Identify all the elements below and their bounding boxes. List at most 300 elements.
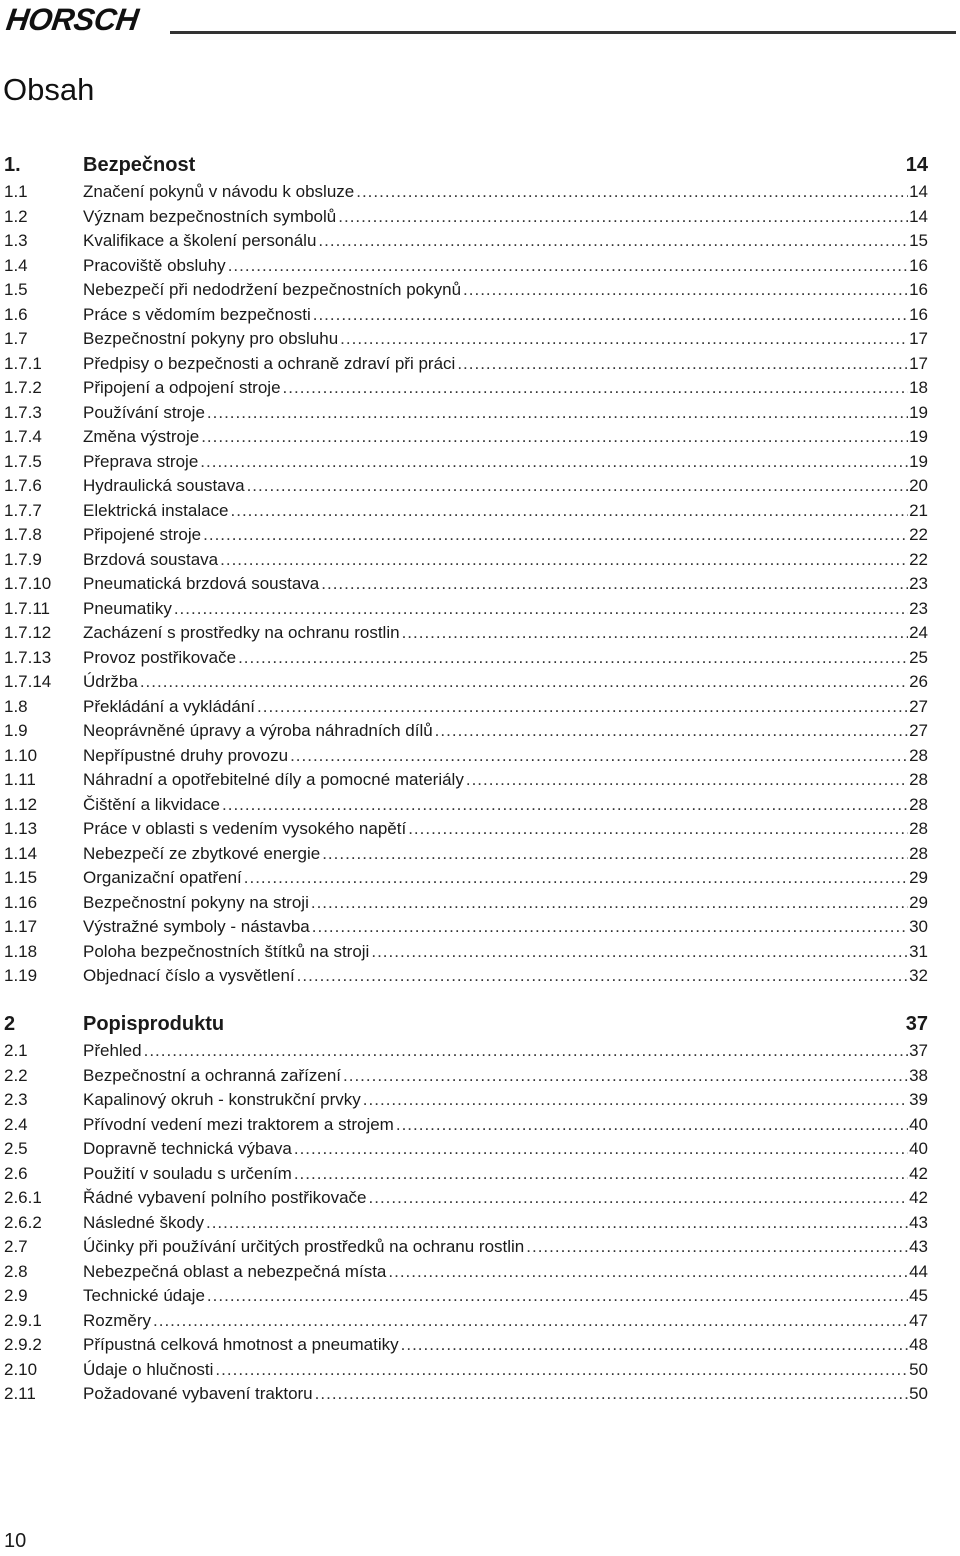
- entry-page: 37: [909, 1041, 928, 1060]
- entry-line: [83, 401, 928, 425]
- toc-entry[interactable]: [0, 1039, 960, 1063]
- entry-title: Náhradní a opotřebitelné díly a pomocné materiály: [83, 770, 464, 789]
- entry-page: 16: [909, 255, 928, 275]
- entry-title: Použití v souladu s určením: [83, 1163, 292, 1183]
- entry-page: 28: [909, 794, 928, 814]
- toc-entry[interactable]: [0, 842, 960, 866]
- dot-leader: [200, 450, 908, 474]
- entry-title: Značení pokynů v návodu k obsluze: [83, 182, 355, 201]
- dot-leader: [402, 621, 909, 645]
- entry-number: 1.11: [4, 770, 36, 789]
- entry-line: [83, 180, 928, 204]
- dot-leader: [466, 768, 908, 792]
- entry-number: 2.2: [4, 1065, 28, 1085]
- entry-page: 19: [909, 427, 928, 446]
- toc-entry[interactable]: [0, 1162, 960, 1186]
- page-header: [0, 0, 960, 40]
- entry-page: 25: [909, 647, 928, 667]
- entry-number: 1.16: [4, 892, 38, 912]
- toc-entry[interactable]: [0, 1137, 960, 1161]
- entry-number: 1.14: [4, 843, 38, 863]
- entry-title: Hydraulická soustava: [83, 476, 245, 495]
- entry-title: Účinky při používání určitých prostředků na ochranu rostlin: [83, 1237, 525, 1256]
- entry-line: [83, 940, 928, 964]
- entry-line: [83, 915, 928, 939]
- dot-leader: [203, 523, 908, 547]
- dot-leader: [321, 572, 908, 596]
- toc-entry[interactable]: [0, 254, 960, 278]
- page-number: 10: [4, 1530, 27, 1552]
- entry-title: Přehled: [83, 1041, 142, 1060]
- toc-entry[interactable]: [0, 1235, 960, 1259]
- toc-entry[interactable]: [0, 1186, 960, 1210]
- toc-entry[interactable]: [0, 327, 960, 351]
- entry-line: [83, 229, 928, 253]
- toc-entry[interactable]: [0, 205, 960, 229]
- toc-entry[interactable]: [0, 450, 960, 474]
- entry-number: 1.6: [4, 304, 28, 324]
- entry-number: 1.10: [4, 745, 38, 765]
- toc-entry[interactable]: [0, 817, 960, 841]
- dot-leader: [338, 205, 908, 229]
- entry-number: 2.3: [4, 1090, 28, 1109]
- entry-page: 23: [909, 574, 928, 593]
- toc-entry[interactable]: [0, 964, 960, 988]
- toc-entry[interactable]: [0, 1064, 960, 1088]
- entry-page: 19: [909, 451, 928, 471]
- toc-entry[interactable]: [0, 1211, 960, 1235]
- entry-line: [83, 768, 928, 792]
- entry-number: 1.7.4: [4, 427, 42, 446]
- entry-title: Rozměry: [83, 1310, 152, 1330]
- entry-number: 2.5: [4, 1139, 28, 1158]
- entry-title: Bezpečnostní pokyny pro obsluhu: [83, 329, 339, 348]
- entry-title: Připojené stroje: [83, 525, 202, 544]
- entry-title: Objednací číslo a vysvětlení: [83, 966, 295, 985]
- dot-leader: [244, 866, 908, 890]
- entry-line: [83, 425, 928, 449]
- entry-title: Organizační opatření: [83, 868, 242, 887]
- entry-number: 2.6.1: [4, 1188, 42, 1207]
- toc-entry[interactable]: [0, 1382, 960, 1406]
- entry-title: Provoz postřikovače: [83, 647, 237, 667]
- dot-leader: [140, 670, 908, 694]
- entry-page: 21: [909, 500, 928, 520]
- entry-title: Brzdová soustava: [83, 549, 219, 569]
- entry-page: 43: [909, 1212, 928, 1232]
- dot-leader: [369, 1186, 909, 1210]
- entry-page: 20: [909, 476, 928, 495]
- dot-leader: [201, 425, 908, 449]
- entry-line: [83, 719, 928, 743]
- entry-title: Připojení a odpojení stroje: [83, 378, 281, 397]
- entry-line: [83, 1162, 928, 1186]
- entry-number: 2.8: [4, 1261, 28, 1281]
- entry-line: [83, 964, 928, 988]
- entry-line: [83, 474, 928, 498]
- entry-page: 50: [909, 1359, 928, 1379]
- dot-leader: [343, 1064, 908, 1088]
- entry-title: Pneumatická brzdová soustava: [83, 574, 320, 593]
- entry-title: Technické údaje: [83, 1286, 205, 1305]
- entry-title: Údaje o hlučnosti: [83, 1359, 214, 1379]
- page-title: Obsah: [3, 72, 95, 107]
- entry-number: 2.4: [4, 1114, 28, 1134]
- entry-title: Výstražné symboly - nástavba: [83, 917, 310, 936]
- dot-leader: [401, 1333, 908, 1357]
- dot-leader: [215, 1358, 908, 1382]
- section-number: 2: [4, 1013, 16, 1035]
- dot-leader: [294, 1162, 908, 1186]
- dot-leader: [318, 229, 908, 253]
- entry-line: [83, 1137, 928, 1161]
- toc-entry[interactable]: [0, 474, 960, 498]
- entry-page: 28: [909, 770, 928, 789]
- entry-line: [83, 1260, 928, 1284]
- entry-title: Bezpečnostní pokyny na stroji: [83, 892, 309, 912]
- section-page: 14: [905, 154, 928, 176]
- dot-leader: [312, 915, 908, 939]
- entry-page: 27: [909, 696, 928, 716]
- entry-page: 28: [909, 745, 928, 765]
- horsch-logo: HORSCH: [4, 2, 141, 37]
- entry-title: Kvalifikace a školení personálu: [83, 231, 317, 250]
- dot-leader: [435, 719, 908, 743]
- entry-title: Význam bezpečnostních symbolů: [83, 206, 337, 226]
- entry-page: 14: [909, 206, 928, 226]
- dot-leader: [220, 548, 908, 572]
- toc-entry[interactable]: [0, 1309, 960, 1333]
- toc-entry[interactable]: [0, 572, 960, 596]
- entry-title: Pracoviště obsluhy: [83, 255, 226, 275]
- dot-leader: [313, 303, 908, 327]
- entry-line: [83, 254, 928, 278]
- entry-title: Používání stroje: [83, 402, 205, 422]
- entry-line: [83, 670, 928, 694]
- entry-number: 2.10: [4, 1359, 38, 1379]
- entry-page: 38: [909, 1065, 928, 1085]
- entry-number: 1.15: [4, 868, 38, 887]
- toc-entry[interactable]: [0, 1358, 960, 1382]
- toc-entry[interactable]: [0, 1088, 960, 1112]
- entry-title: Řádné vybavení polního postřikovače: [83, 1188, 367, 1207]
- entry-title: Zacházení s prostředky na ochranu rostlin: [83, 623, 400, 642]
- toc-entry[interactable]: [0, 548, 960, 572]
- entry-number: 1.7.11: [4, 598, 51, 618]
- toc-entry[interactable]: [0, 940, 960, 964]
- toc-entry[interactable]: [0, 646, 960, 670]
- entry-line: [83, 1064, 928, 1088]
- dot-leader: [315, 1382, 908, 1406]
- dot-leader: [207, 401, 908, 425]
- entry-title: Pneumatiky: [83, 598, 172, 618]
- entry-number: 1.7.3: [4, 402, 42, 422]
- toc-entry[interactable]: [0, 891, 960, 915]
- dot-leader: [322, 842, 908, 866]
- toc-entry[interactable]: [0, 523, 960, 547]
- section-title: Popisproduktu: [83, 1013, 225, 1035]
- entry-title: Překládání a vykládání: [83, 696, 255, 716]
- entry-line: [83, 597, 928, 621]
- entry-line: [83, 793, 928, 817]
- dot-leader: [247, 474, 909, 498]
- entry-line: [83, 205, 928, 229]
- entry-number: 2.9.2: [4, 1335, 42, 1354]
- entry-page: 29: [909, 892, 928, 912]
- entry-title: Přeprava stroje: [83, 451, 199, 471]
- toc-entry[interactable]: [0, 719, 960, 743]
- entry-page: 28: [909, 819, 928, 838]
- entry-title: Následné škody: [83, 1212, 204, 1232]
- dot-leader: [174, 597, 908, 621]
- entry-line: [83, 376, 928, 400]
- entry-line: [83, 744, 928, 768]
- dot-leader: [231, 499, 909, 523]
- entry-number: 1.13: [4, 819, 38, 838]
- entry-page: 17: [909, 353, 928, 373]
- dot-leader: [356, 180, 908, 204]
- entry-title: Bezpečnostní a ochranná zařízení: [83, 1065, 341, 1085]
- dot-leader: [222, 793, 908, 817]
- dot-leader: [297, 964, 908, 988]
- entry-page: 26: [909, 672, 928, 691]
- entry-line: [83, 866, 928, 890]
- entry-number: 1.19: [4, 966, 38, 985]
- entry-number: 2.7: [4, 1237, 28, 1256]
- dot-leader: [408, 817, 908, 841]
- entry-line: [83, 817, 928, 841]
- section-heading[interactable]: [0, 154, 960, 180]
- entry-number: 1.9: [4, 721, 28, 740]
- entry-line: [83, 1113, 928, 1137]
- entry-title: Nepřípustné druhy provozu: [83, 745, 289, 765]
- toc-entry[interactable]: [0, 401, 960, 425]
- toc-entry[interactable]: [0, 303, 960, 327]
- dot-leader: [153, 1309, 908, 1333]
- entry-title: Práce v oblasti s vedením vysokého napětí: [83, 819, 407, 838]
- entry-page: 30: [909, 917, 928, 936]
- entry-page: 44: [909, 1261, 928, 1281]
- entry-number: 1.4: [4, 255, 28, 275]
- entry-line: [83, 1039, 928, 1063]
- entry-title: Nebezpečná oblast a nebezpečná místa: [83, 1261, 387, 1281]
- dot-leader: [207, 1284, 908, 1308]
- entry-page: 42: [909, 1163, 928, 1183]
- entry-number: 1.7.6: [4, 476, 42, 495]
- entry-title: Předpisy o bezpečnosti a ochraně zdraví při práci: [83, 353, 456, 373]
- entry-number: 1.1: [4, 182, 28, 201]
- entry-line: [83, 1235, 928, 1259]
- entry-title: Přívodní vedení mezi traktorem a strojem: [83, 1114, 394, 1134]
- entry-page: 16: [909, 304, 928, 324]
- section-page: 37: [905, 1013, 928, 1035]
- entry-title: Přípustná celková hmotnost a pneumatiky: [83, 1335, 399, 1354]
- entry-title: Dopravně technická výbava: [83, 1139, 292, 1158]
- entry-number: 1.5: [4, 280, 28, 299]
- entry-number: 2.6.2: [4, 1212, 42, 1232]
- toc-entry[interactable]: [0, 352, 960, 376]
- entry-page: 40: [909, 1114, 928, 1134]
- entry-number: 1.2: [4, 206, 28, 226]
- entry-page: 31: [909, 941, 928, 961]
- entry-line: [83, 1211, 928, 1235]
- entry-page: 42: [909, 1188, 928, 1207]
- toc-entry[interactable]: [0, 621, 960, 645]
- entry-page: 45: [909, 1286, 928, 1305]
- entry-title: Čištění a likvidace: [83, 794, 221, 814]
- entry-page: 18: [909, 378, 928, 397]
- entry-line: [83, 499, 928, 523]
- entry-number: 1.7.12: [4, 623, 52, 642]
- dot-leader: [340, 327, 908, 351]
- entry-line: [83, 1309, 928, 1333]
- entry-line: [83, 523, 928, 547]
- entry-line: [83, 548, 928, 572]
- entry-line: [83, 891, 928, 915]
- entry-line: [83, 1333, 928, 1357]
- entry-title: Nebezpečí ze zbytkové energie: [83, 843, 321, 863]
- entry-page: 16: [909, 280, 928, 299]
- entry-page: 17: [909, 329, 928, 348]
- entry-line: [83, 1358, 928, 1382]
- entry-title: Údržba: [83, 672, 138, 691]
- dot-leader: [311, 891, 908, 915]
- dot-leader: [457, 352, 908, 376]
- entry-page: 23: [909, 598, 928, 618]
- section-number: 1.: [4, 154, 21, 176]
- entry-line: [83, 572, 928, 596]
- entry-number: 2.11: [4, 1384, 36, 1403]
- entry-title: Změna výstroje: [83, 427, 200, 446]
- entry-page: 50: [909, 1384, 928, 1403]
- entry-number: 2.6: [4, 1163, 28, 1183]
- entry-page: 14: [909, 182, 928, 201]
- entry-page: 29: [909, 868, 928, 887]
- entry-line: [83, 327, 928, 351]
- entry-number: 2.9: [4, 1286, 28, 1305]
- entry-number: 1.7.8: [4, 525, 42, 544]
- toc-entry[interactable]: [0, 1333, 960, 1357]
- entry-line: [83, 842, 928, 866]
- dot-leader: [257, 695, 908, 719]
- toc-entry[interactable]: [0, 425, 960, 449]
- toc-entry[interactable]: [0, 376, 960, 400]
- entry-number: 1.7.5: [4, 451, 42, 471]
- entry-number: 1.7.10: [4, 574, 52, 593]
- entry-number: 1.3: [4, 231, 28, 250]
- dot-leader: [371, 940, 908, 964]
- entry-page: 28: [909, 843, 928, 863]
- entry-number: 1.8: [4, 696, 28, 716]
- entry-page: 32: [909, 966, 928, 985]
- section-title: Bezpečnost: [83, 154, 196, 176]
- entry-page: 15: [909, 231, 928, 250]
- entry-page: 48: [909, 1335, 928, 1354]
- section-heading[interactable]: [0, 1013, 960, 1039]
- dot-leader: [526, 1235, 908, 1259]
- toc-entry[interactable]: [0, 1113, 960, 1137]
- toc-entry[interactable]: [0, 915, 960, 939]
- entry-line: [83, 278, 928, 302]
- entry-title: Elektrická instalace: [83, 500, 229, 520]
- toc-entry[interactable]: [0, 1284, 960, 1308]
- dot-leader: [144, 1039, 908, 1063]
- entry-page: 47: [909, 1310, 928, 1330]
- entry-title: Práce s vědomím bezpečnosti: [83, 304, 311, 324]
- toc-entry[interactable]: [0, 499, 960, 523]
- entry-line: [83, 621, 928, 645]
- entry-page: 24: [909, 623, 928, 642]
- dot-leader: [206, 1211, 908, 1235]
- dot-leader: [283, 376, 909, 400]
- entry-number: 1.17: [4, 917, 38, 936]
- entry-line: [83, 450, 928, 474]
- entry-number: 1.7.13: [4, 647, 52, 667]
- toc-entry[interactable]: [0, 597, 960, 621]
- toc-entry[interactable]: [0, 278, 960, 302]
- entry-number: 1.7: [4, 329, 28, 348]
- entry-number: 2.9.1: [4, 1310, 42, 1330]
- entry-title: Neoprávněné úpravy a výroba náhradních dílů: [83, 721, 433, 740]
- entry-number: 2.1: [4, 1041, 28, 1060]
- toc-entry[interactable]: [0, 229, 960, 253]
- toc-entry[interactable]: [0, 768, 960, 792]
- toc-entry[interactable]: [0, 793, 960, 817]
- dot-leader: [396, 1113, 908, 1137]
- entry-line: [83, 303, 928, 327]
- entry-line: [83, 1186, 928, 1210]
- toc-entry[interactable]: [0, 670, 960, 694]
- dot-leader: [463, 278, 908, 302]
- entry-number: 1.18: [4, 941, 38, 961]
- entry-line: [83, 352, 928, 376]
- entry-title: Nebezpečí při nedodržení bezpečnostních pokynů: [83, 280, 462, 299]
- entry-number: 1.7.1: [4, 353, 42, 373]
- entry-number: 1.12: [4, 794, 38, 814]
- entry-line: [83, 695, 928, 719]
- entry-title: Požadované vybavení traktoru: [83, 1384, 313, 1403]
- entry-number: 1.7.9: [4, 549, 42, 569]
- entry-page: 22: [909, 549, 928, 569]
- toc-entry[interactable]: [0, 695, 960, 719]
- dot-leader: [290, 744, 908, 768]
- entry-line: [83, 646, 928, 670]
- dot-leader: [294, 1137, 908, 1161]
- dot-leader: [363, 1088, 908, 1112]
- toc-entry[interactable]: [0, 744, 960, 768]
- entry-page: 22: [909, 525, 928, 544]
- toc-entry[interactable]: [0, 180, 960, 204]
- dot-leader: [388, 1260, 908, 1284]
- entry-page: 39: [909, 1090, 928, 1109]
- toc-entry[interactable]: [0, 866, 960, 890]
- entry-number: 1.7.14: [4, 672, 52, 691]
- entry-page: 43: [909, 1237, 928, 1256]
- entry-line: [83, 1284, 928, 1308]
- entry-line: [83, 1382, 928, 1406]
- entry-line: [83, 1088, 928, 1112]
- entry-number: 1.7.7: [4, 500, 42, 520]
- header-rule: [170, 31, 956, 34]
- entry-number: 1.7.2: [4, 378, 42, 397]
- entry-page: 40: [909, 1139, 928, 1158]
- dot-leader: [238, 646, 908, 670]
- dot-leader: [228, 254, 908, 278]
- entry-title: Poloha bezpečnostních štítků na stroji: [83, 941, 370, 961]
- toc-entry[interactable]: [0, 1260, 960, 1284]
- entry-title: Kapalinový okruh - konstrukční prvky: [83, 1090, 361, 1109]
- entry-page: 27: [909, 721, 928, 740]
